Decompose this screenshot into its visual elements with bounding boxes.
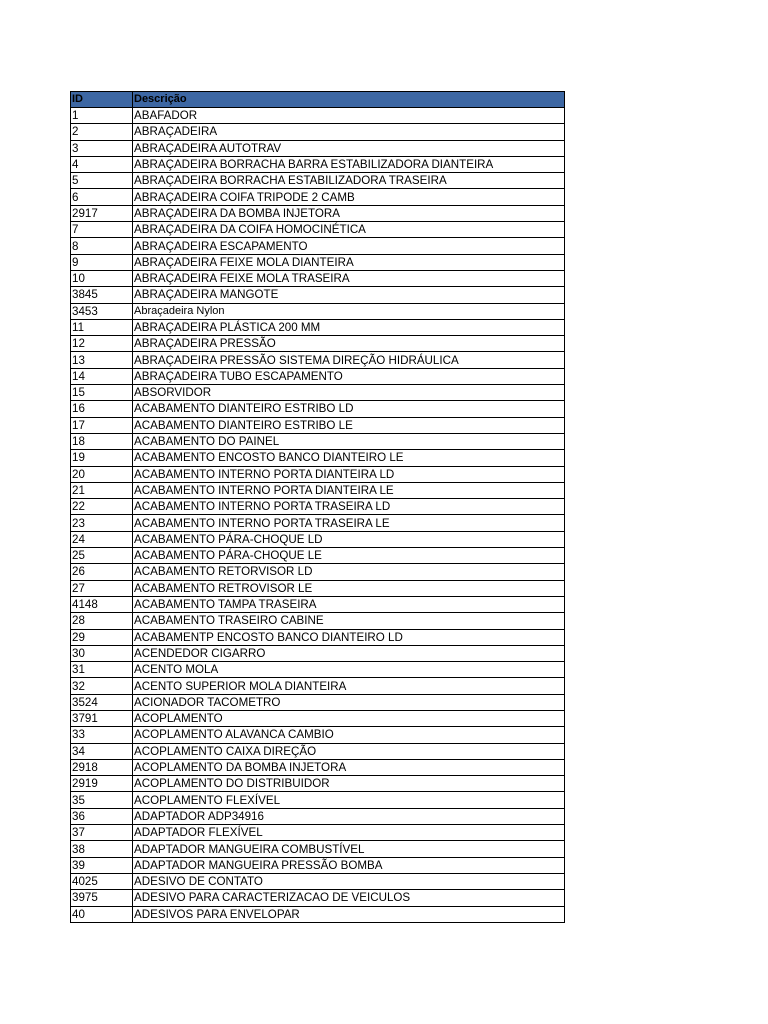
table-row: [71, 352, 565, 368]
table-row: [71, 238, 565, 254]
cell-descricao[interactable]: ABRAÇADEIRA BORRACHA BARRA ESTABILIZADORA DIANTEIRA: [133, 156, 565, 172]
table-row: [71, 629, 565, 645]
cell-descricao[interactable]: ACABAMENTO INTERNO PORTA DIANTEIRA LD: [133, 466, 565, 482]
table-row: [71, 515, 565, 531]
cell-descricao[interactable]: ABAFADOR: [133, 108, 565, 124]
cell-descricao[interactable]: ADESIVO PARA CARACTERIZACAO DE VEICULOS: [133, 890, 565, 906]
table-row: [71, 564, 565, 580]
table-row: [71, 124, 565, 140]
table-row: [71, 548, 565, 564]
cell-descricao[interactable]: ACENTO MOLA: [133, 662, 565, 678]
cell-id[interactable]: 22: [71, 499, 133, 515]
cell-descricao[interactable]: ACABAMENTO TRASEIRO CABINE: [133, 613, 565, 629]
cell-id[interactable]: 35: [71, 792, 133, 808]
cell-descricao[interactable]: ACABAMENTO RETORVISOR LD: [133, 564, 565, 580]
cell-id[interactable]: 2918: [71, 759, 133, 775]
cell-id[interactable]: 39: [71, 857, 133, 873]
cell-id[interactable]: 3: [71, 140, 133, 156]
table-row: [71, 890, 565, 906]
table-row: [71, 710, 565, 726]
table-row: [71, 727, 565, 743]
cell-id[interactable]: 32: [71, 678, 133, 694]
header-row: [71, 92, 565, 108]
cell-id[interactable]: 2: [71, 124, 133, 140]
cell-id[interactable]: 28: [71, 613, 133, 629]
spreadsheet-sheet: [70, 91, 564, 923]
table-row: [71, 825, 565, 841]
cell-id[interactable]: 40: [71, 906, 133, 922]
table-row: [71, 678, 565, 694]
cell-descricao[interactable]: ABRAÇADEIRA COIFA TRIPODE 2 CAMB: [133, 189, 565, 205]
table-row: [71, 385, 565, 401]
table-row: [71, 580, 565, 596]
header-descricao[interactable]: Descrição: [133, 92, 565, 108]
cell-id[interactable]: 17: [71, 417, 133, 433]
table-row: [71, 140, 565, 156]
cell-descricao[interactable]: ACABAMENTO PÁRA-CHOQUE LE: [133, 548, 565, 564]
cell-descricao[interactable]: ACENDEDOR CIGARRO: [133, 645, 565, 661]
cell-descricao[interactable]: ACABAMENTO RETROVISOR LE: [133, 580, 565, 596]
cell-descricao[interactable]: ADAPTADOR FLEXÍVEL: [133, 825, 565, 841]
cell-id[interactable]: 10: [71, 270, 133, 286]
table-row: [71, 596, 565, 612]
cell-descricao[interactable]: ABSORVIDOR: [133, 385, 565, 401]
cell-id[interactable]: 1: [71, 108, 133, 124]
cell-descricao[interactable]: ACOPLAMENTO DO DISTRIBUIDOR: [133, 776, 565, 792]
table-row: [71, 401, 565, 417]
table-row: [71, 857, 565, 873]
table-row: [71, 808, 565, 824]
cell-id[interactable]: 3791: [71, 710, 133, 726]
cell-id[interactable]: 33: [71, 727, 133, 743]
cell-descricao[interactable]: ACABAMENTO DIANTEIRO ESTRIBO LD: [133, 401, 565, 417]
table-row: [71, 336, 565, 352]
cell-descricao[interactable]: ADAPTADOR ADP34916: [133, 808, 565, 824]
cell-descricao[interactable]: ABRAÇADEIRA DA BOMBA INJETORA: [133, 205, 565, 221]
cell-id[interactable]: 34: [71, 743, 133, 759]
parts-table: [70, 91, 565, 923]
cell-descricao[interactable]: ACOPLAMENTO DA BOMBA INJETORA: [133, 759, 565, 775]
table-row: [71, 776, 565, 792]
table-row: [71, 482, 565, 498]
cell-descricao[interactable]: ABRAÇADEIRA ESCAPAMENTO: [133, 238, 565, 254]
cell-id[interactable]: 16: [71, 401, 133, 417]
cell-id[interactable]: 12: [71, 336, 133, 352]
cell-id[interactable]: 36: [71, 808, 133, 824]
table-row: [71, 156, 565, 172]
cell-id[interactable]: 38: [71, 841, 133, 857]
cell-id[interactable]: 14: [71, 368, 133, 384]
cell-id[interactable]: 8: [71, 238, 133, 254]
cell-descricao[interactable]: ABRAÇADEIRA DA COIFA HOMOCINÉTICA: [133, 222, 565, 238]
cell-id[interactable]: 29: [71, 629, 133, 645]
cell-descricao[interactable]: ABRAÇADEIRA FEIXE MOLA DIANTEIRA: [133, 254, 565, 270]
cell-descricao[interactable]: ACABAMENTP ENCOSTO BANCO DIANTEIRO LD: [133, 629, 565, 645]
table-row: [71, 906, 565, 922]
table-row: [71, 222, 565, 238]
table-row: [71, 287, 565, 303]
cell-id[interactable]: 19: [71, 450, 133, 466]
table-row: [71, 694, 565, 710]
cell-id[interactable]: 3524: [71, 694, 133, 710]
cell-id[interactable]: 27: [71, 580, 133, 596]
cell-id[interactable]: 13: [71, 352, 133, 368]
cell-id[interactable]: 4025: [71, 873, 133, 889]
cell-descricao[interactable]: ACOPLAMENTO FLEXÍVEL: [133, 792, 565, 808]
table-row: [71, 531, 565, 547]
cell-descricao[interactable]: ABRAÇADEIRA BORRACHA ESTABILIZADORA TRASEIRA: [133, 173, 565, 189]
table-row: [71, 417, 565, 433]
table-row: [71, 108, 565, 124]
cell-descricao[interactable]: ACABAMENTO TAMPA TRASEIRA: [133, 596, 565, 612]
table-row: [71, 873, 565, 889]
table-row: [71, 368, 565, 384]
cell-descricao[interactable]: ACABAMENTO DIANTEIRO ESTRIBO LE: [133, 417, 565, 433]
table-row: [71, 499, 565, 515]
cell-id[interactable]: 18: [71, 433, 133, 449]
table-row: [71, 173, 565, 189]
cell-descricao[interactable]: ADAPTADOR MANGUEIRA COMBUSTÍVEL: [133, 841, 565, 857]
cell-descricao[interactable]: ADESIVOS PARA ENVELOPAR: [133, 906, 565, 922]
cell-descricao[interactable]: Abraçadeira Nylon: [133, 303, 565, 319]
table-row: [71, 466, 565, 482]
cell-descricao[interactable]: ADAPTADOR MANGUEIRA PRESSÃO BOMBA: [133, 857, 565, 873]
table-row: [71, 450, 565, 466]
cell-id[interactable]: 4: [71, 156, 133, 172]
cell-id[interactable]: 11: [71, 319, 133, 335]
table-row: [71, 792, 565, 808]
table-row: [71, 433, 565, 449]
table-row: [71, 319, 565, 335]
cell-descricao[interactable]: ADESIVO DE CONTATO: [133, 873, 565, 889]
cell-descricao[interactable]: ABRAÇADEIRA FEIXE MOLA TRASEIRA: [133, 270, 565, 286]
table-row: [71, 303, 565, 319]
cell-id[interactable]: 3975: [71, 890, 133, 906]
table-row: [71, 189, 565, 205]
cell-id[interactable]: 7: [71, 222, 133, 238]
cell-id[interactable]: 31: [71, 662, 133, 678]
cell-id[interactable]: 21: [71, 482, 133, 498]
cell-descricao[interactable]: ACABAMENTO INTERNO PORTA DIANTEIRA LE: [133, 482, 565, 498]
cell-descricao[interactable]: ABRAÇADEIRA AUTOTRAV: [133, 140, 565, 156]
cell-id[interactable]: 24: [71, 531, 133, 547]
table-row: [71, 613, 565, 629]
cell-descricao[interactable]: ABRAÇADEIRA PRESSÃO SISTEMA DIREÇÃO HIDRÁULICA: [133, 352, 565, 368]
cell-descricao[interactable]: ACABAMENTO ENCOSTO BANCO DIANTEIRO LE: [133, 450, 565, 466]
cell-id[interactable]: 6: [71, 189, 133, 205]
cell-id[interactable]: 3845: [71, 287, 133, 303]
cell-descricao[interactable]: ABRAÇADEIRA PRESSÃO: [133, 336, 565, 352]
table-row: [71, 662, 565, 678]
cell-id[interactable]: 4148: [71, 596, 133, 612]
cell-id[interactable]: 20: [71, 466, 133, 482]
table-body: [71, 108, 565, 923]
cell-id[interactable]: 2917: [71, 205, 133, 221]
cell-id[interactable]: 25: [71, 548, 133, 564]
cell-descricao[interactable]: ABRAÇADEIRA PLÁSTICA 200 MM: [133, 319, 565, 335]
cell-descricao[interactable]: ACABAMENTO INTERNO PORTA TRASEIRA LD: [133, 499, 565, 515]
cell-descricao[interactable]: ACABAMENTO PÁRA-CHOQUE LD: [133, 531, 565, 547]
table-row: [71, 841, 565, 857]
cell-id[interactable]: 30: [71, 645, 133, 661]
cell-id[interactable]: 5: [71, 173, 133, 189]
cell-id[interactable]: 23: [71, 515, 133, 531]
cell-descricao[interactable]: ACENTO SUPERIOR MOLA DIANTEIRA: [133, 678, 565, 694]
cell-id[interactable]: 26: [71, 564, 133, 580]
table-row: [71, 759, 565, 775]
table-row: [71, 743, 565, 759]
cell-descricao[interactable]: ABRAÇADEIRA MANGOTE: [133, 287, 565, 303]
cell-descricao[interactable]: ACOPLAMENTO ALAVANCA CAMBIO: [133, 727, 565, 743]
cell-descricao[interactable]: ACOPLAMENTO: [133, 710, 565, 726]
cell-id[interactable]: 2919: [71, 776, 133, 792]
header-id[interactable]: ID: [71, 92, 133, 108]
table-row: [71, 645, 565, 661]
cell-descricao[interactable]: ACABAMENTO INTERNO PORTA TRASEIRA LE: [133, 515, 565, 531]
table-row: [71, 205, 565, 221]
cell-descricao[interactable]: ABRAÇADEIRA: [133, 124, 565, 140]
cell-descricao[interactable]: ACIONADOR TACOMETRO: [133, 694, 565, 710]
cell-descricao[interactable]: ACOPLAMENTO CAIXA DIREÇÃO: [133, 743, 565, 759]
cell-id[interactable]: 3453: [71, 303, 133, 319]
table-row: [71, 254, 565, 270]
cell-descricao[interactable]: ABRAÇADEIRA TUBO ESCAPAMENTO: [133, 368, 565, 384]
cell-descricao[interactable]: ACABAMENTO DO PAINEL: [133, 433, 565, 449]
cell-id[interactable]: 15: [71, 385, 133, 401]
cell-id[interactable]: 37: [71, 825, 133, 841]
table-row: [71, 270, 565, 286]
cell-id[interactable]: 9: [71, 254, 133, 270]
